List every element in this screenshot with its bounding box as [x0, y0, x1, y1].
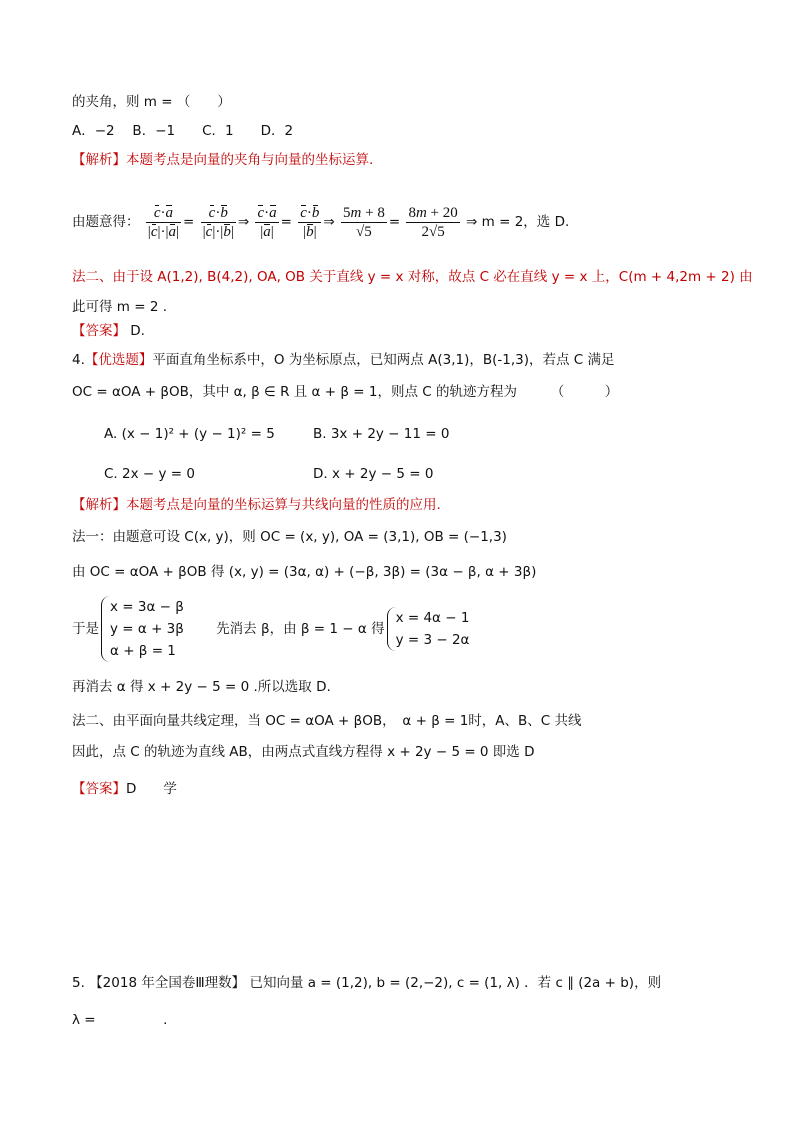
- answer-tag: 【答案】: [72, 781, 126, 797]
- q4-answer: [72, 779, 177, 799]
- q3-answer: [72, 321, 145, 341]
- fraction-5m: $\frac{5m + 8}{√5}$: [343, 204, 385, 240]
- fraction-8m: $\frac{8m + 20}{2√5}$: [408, 204, 458, 240]
- q4-option-c: C. 2x − y = 0: [104, 466, 195, 482]
- q4-tag: 【优选题】: [84, 352, 153, 368]
- fraction-ca: $\frac{c\cdot a}{|c|\cdot|a|}$: [147, 204, 180, 240]
- system-2: [387, 607, 470, 651]
- system-eq1: x = 3α − β: [110, 599, 184, 615]
- q5-blank: λ = .: [72, 1012, 168, 1028]
- q3-stem-tail: 的夹角，则 m = （ ）: [72, 94, 231, 110]
- q4-system: [72, 596, 469, 662]
- q4-number: 4.: [72, 352, 85, 368]
- fraction-ca-2: $\frac{c\cdot a}{|a|}$: [257, 204, 277, 240]
- q4-method1-line1: 法一：由题意可设 C(x, y)，则 OC = (x, y), OA = (3,1), OB = (−1,3): [72, 529, 507, 545]
- q4-method2-line1: 法二、由平面向量共线定理，当 OC = αOA + βOB， α + β = 1时，A、B、C 共线: [72, 713, 582, 729]
- answer-tag: 【答案】: [72, 323, 126, 339]
- system-eq2: y = α + 3β: [110, 621, 184, 637]
- q5-number: 5.: [72, 975, 85, 991]
- system-eq3: α + β = 1: [110, 643, 176, 659]
- analysis-tag: 【解析】: [72, 497, 126, 513]
- derivation-prefix: 由题意得：: [72, 214, 140, 230]
- q3-method2-line1: [72, 267, 753, 287]
- q3-analysis: [72, 150, 373, 170]
- analysis-text: 本题考点是向量的坐标运算与共线向量的性质的应用.: [126, 497, 441, 513]
- q4-option-d: D. x + 2y − 5 = 0: [313, 466, 434, 482]
- q3-derivation: 由题意得： $\frac{c\cdot a}{|c|\cdot|a|}$ = $\frac{c\cdot b}{|c|\cdot|b|}$ ⇒ $\frac{c\cdot a}{|a|}$ = $\frac{c\cdot b}{|b|}$ ⇒ $\frac{5m + 8}{√5}$ = $\frac{8m + 20}{2√5}$ ⇒ m = 2，选 D.: [72, 204, 570, 240]
- q4-stem-text: 平面直角坐标系中，O 为坐标原点，已知两点 A(3,1)，B(-1,3)，若点 C 满足: [152, 352, 615, 368]
- system-mid: 先消去 β，由 β = 1 − α 得: [216, 621, 385, 637]
- q3-method2-line2: 此可得 m = 2 .: [72, 299, 168, 315]
- analysis-tag: 【解析】: [72, 152, 126, 168]
- q5-tag: 【2018 年全国卷Ⅲ理数】: [89, 975, 246, 991]
- derivation-result: ⇒ m = 2，选 D.: [466, 214, 570, 230]
- q4-option-a: A. (x − 1)² + (y − 1)² = 5: [104, 426, 275, 442]
- system-prefix: 于是: [72, 621, 99, 637]
- system2-eq1: x = 4α − 1: [395, 610, 470, 626]
- q4-analysis: [72, 495, 441, 515]
- q4-stem-line2: OC = αOA + βOB，其中 α, β ∈ R 且 α + β = 1，则点 C 的轨迹方程为 （ ）: [72, 384, 619, 400]
- q4-method1-last: 再消去 α 得 x + 2y − 5 = 0 .所以选取 D.: [72, 679, 331, 695]
- answer-value: D 学: [126, 781, 177, 797]
- q4-option-b: B. 3x + 2y − 11 = 0: [313, 426, 450, 442]
- q5-stem: [72, 973, 661, 993]
- q5-stem-text: 已知向量 a = (1,2), b = (2,−2), c = (1, λ) ．若 c ∥ (2a + b)，则: [249, 975, 662, 991]
- answer-value: D.: [126, 323, 145, 339]
- method2-text: 法二、由于设 A(1,2), B(4,2), OA, OB 关于直线 y = x 对称，故点 C 必在直线 y = x 上，C(m + 4,2m + 2) 由: [72, 269, 753, 285]
- q4-method1-line2: 由 OC = αOA + βOB 得 (x, y) = (3α, α) + (−β, 3β) = (3α − β, α + 3β): [72, 564, 537, 580]
- fraction-cb-2: $\frac{c\cdot b}{|b|}$: [300, 204, 320, 240]
- system-1: [101, 596, 184, 662]
- q4-method2-line2: 因此，点 C 的轨迹为直线 AB，由两点式直线方程得 x + 2y − 5 = 0 即选 D: [72, 744, 535, 760]
- system2-eq2: y = 3 − 2α: [395, 632, 470, 648]
- analysis-text: 本题考点是向量的夹角与向量的坐标运算.: [126, 152, 374, 168]
- q4-stem-line1: [72, 350, 614, 370]
- q3-options: A．−2 B．−1 C．1 D．2: [72, 123, 294, 139]
- fraction-cb: $\frac{c\cdot b}{|c|\cdot|b|}$: [202, 204, 234, 240]
